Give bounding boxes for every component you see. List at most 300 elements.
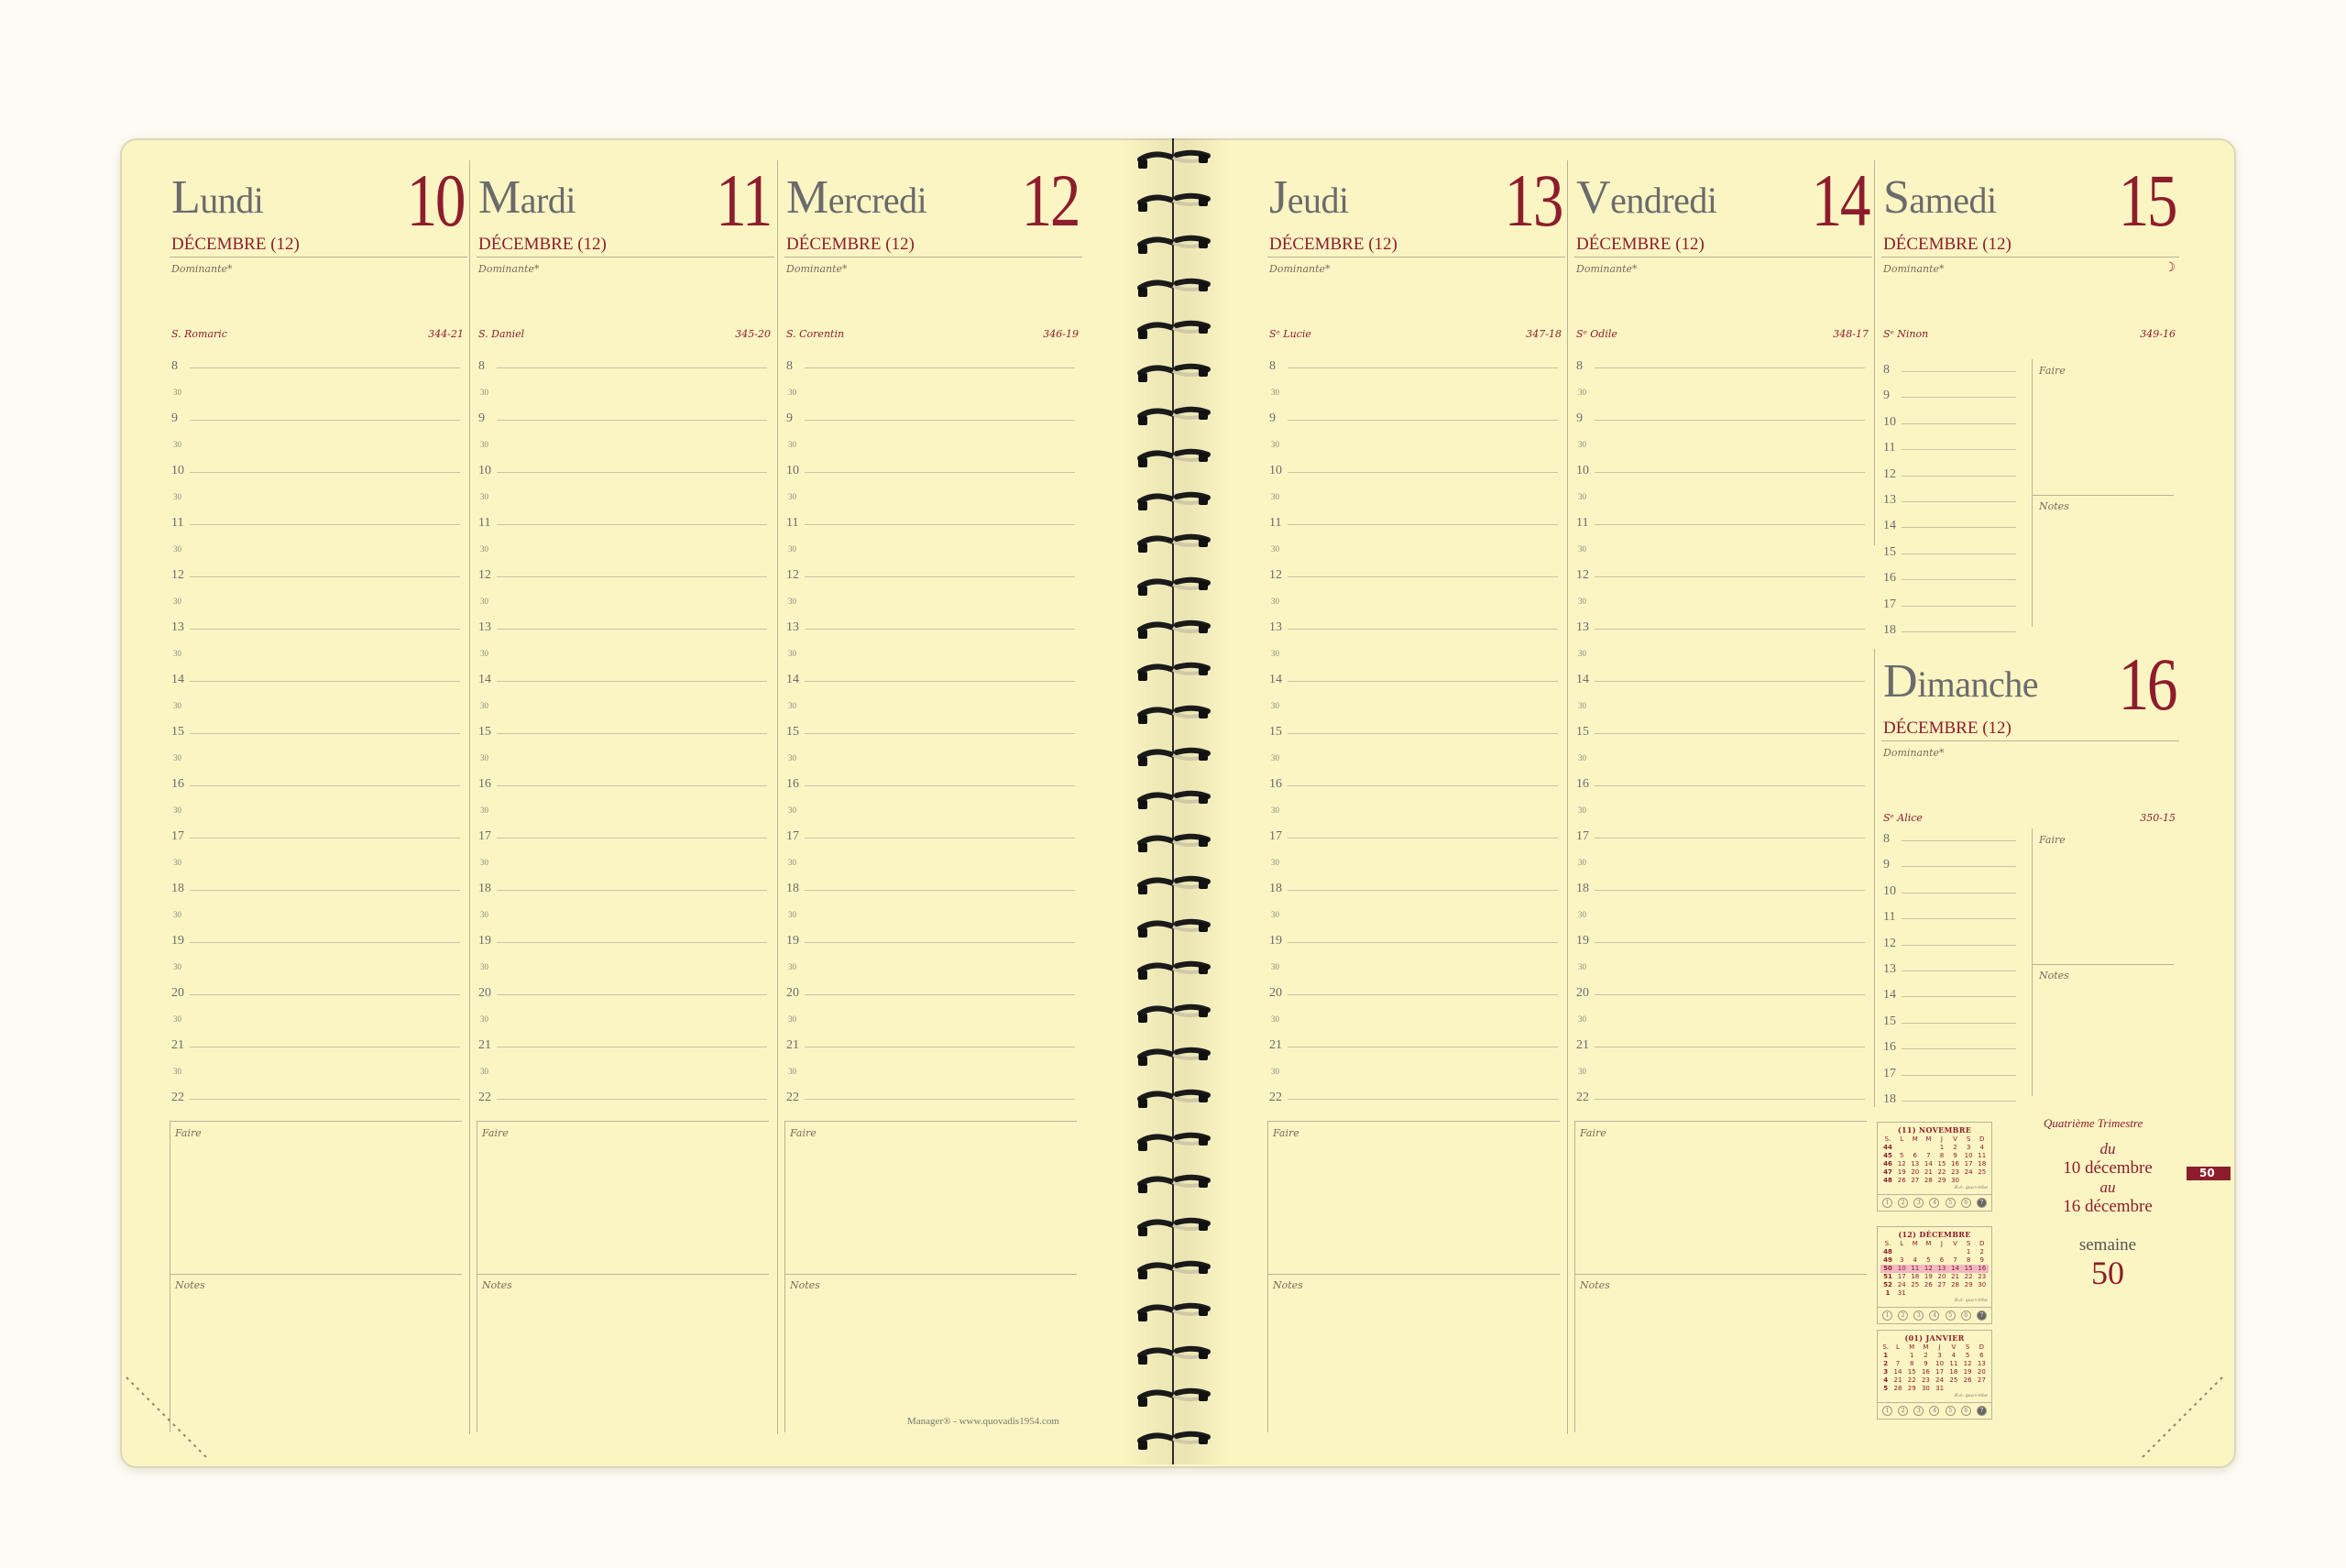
half-hour-slot[interactable]	[1267, 699, 1565, 718]
hour-slot[interactable]	[1881, 1092, 2023, 1111]
day-cell[interactable]: 23	[1921, 1376, 1930, 1384]
hour-slot[interactable]	[784, 829, 1082, 848]
day-circle-icon[interactable]: 2	[1898, 1406, 1908, 1416]
hour-slot[interactable]	[170, 620, 467, 639]
hour-slot[interactable]	[1574, 725, 1872, 743]
day-cell[interactable]: 3	[1937, 1352, 1942, 1359]
hour-slot[interactable]	[1881, 415, 2023, 433]
day-cell[interactable]	[1935, 1248, 1949, 1256]
hour-slot[interactable]	[1574, 1091, 1872, 1109]
hour-slot[interactable]	[784, 986, 1082, 1004]
hour-slot[interactable]	[1574, 673, 1872, 691]
day-circle-icon[interactable]: 1	[1882, 1198, 1892, 1208]
hour-slot[interactable]	[784, 1038, 1082, 1057]
day-circle-icon[interactable]: 3	[1913, 1310, 1924, 1321]
day-cell[interactable]: 7	[1953, 1256, 1957, 1264]
day-cell[interactable]	[1922, 1289, 1935, 1298]
day-cell[interactable]: 11	[1949, 1360, 1958, 1367]
day-cell[interactable]: 2	[1883, 1360, 1889, 1367]
day-cell[interactable]: 28	[1924, 1177, 1933, 1184]
day-cell[interactable]: 51	[1883, 1273, 1892, 1280]
hour-slot[interactable]	[170, 568, 467, 587]
day-cell[interactable]: 21	[1893, 1376, 1902, 1384]
day-cell[interactable]: 7	[1895, 1360, 1901, 1367]
day-cell[interactable]: 10	[1964, 1152, 1973, 1159]
hour-slot[interactable]	[1267, 934, 1565, 952]
day-circle-icon[interactable]: 2	[1898, 1198, 1908, 1208]
day-cell[interactable]	[1909, 1289, 1923, 1298]
half-hour-slot[interactable]	[477, 647, 774, 665]
half-hour-slot[interactable]	[477, 699, 774, 718]
hour-slot[interactable]	[170, 725, 467, 743]
half-hour-slot[interactable]	[477, 490, 774, 509]
day-cell[interactable]: 5	[1899, 1152, 1904, 1159]
day-cell[interactable]: 22	[1937, 1168, 1946, 1176]
half-hour-slot[interactable]	[477, 804, 774, 822]
day-cell[interactable]	[1895, 1248, 1909, 1256]
hour-slot[interactable]	[170, 359, 467, 378]
half-hour-slot[interactable]	[170, 908, 467, 927]
half-hour-slot[interactable]	[1574, 699, 1872, 718]
half-hour-slot[interactable]	[784, 856, 1082, 874]
hour-slot[interactable]	[1881, 519, 2023, 537]
day-cell[interactable]	[1975, 1385, 1989, 1393]
half-hour-slot[interactable]	[1267, 595, 1565, 613]
hour-slot[interactable]	[784, 359, 1082, 378]
hour-slot[interactable]	[477, 725, 774, 743]
half-hour-slot[interactable]	[477, 386, 774, 404]
half-hour-slot[interactable]	[477, 856, 774, 874]
half-hour-slot[interactable]	[1574, 1065, 1872, 1083]
day-cell[interactable]: 4	[1913, 1256, 1918, 1264]
day-cell[interactable]: 10	[1895, 1265, 1909, 1273]
hour-slot[interactable]	[1881, 389, 2023, 407]
day-cell[interactable]	[1909, 1144, 1923, 1152]
hour-slot[interactable]	[1574, 411, 1872, 430]
day-cell[interactable]: 23	[1978, 1273, 1987, 1280]
hour-slot[interactable]	[1881, 441, 2023, 459]
hour-slot[interactable]	[1881, 962, 2023, 981]
half-hour-slot[interactable]	[784, 438, 1082, 456]
half-hour-slot[interactable]	[170, 856, 467, 874]
half-hour-slot[interactable]	[784, 751, 1082, 770]
hour-slot[interactable]	[170, 777, 467, 795]
day-cell[interactable]: 47	[1883, 1168, 1892, 1176]
week-tab[interactable]: 50	[2187, 1167, 2231, 1180]
hour-slot[interactable]	[1574, 829, 1872, 848]
day-cell[interactable]: 1	[1909, 1352, 1914, 1359]
day-cell[interactable]: 29	[1907, 1385, 1916, 1392]
half-hour-slot[interactable]	[1574, 595, 1872, 613]
day-cell[interactable]: 21	[1951, 1273, 1959, 1280]
day-cell[interactable]: 24	[1964, 1168, 1973, 1176]
hour-slot[interactable]	[477, 359, 774, 378]
hour-slot[interactable]	[1881, 1067, 2023, 1085]
day-cell[interactable]: 19	[1897, 1168, 1906, 1176]
hour-slot[interactable]	[784, 516, 1082, 534]
day-cell[interactable]: 21	[1924, 1168, 1933, 1176]
day-circle-icon[interactable]: 2	[1898, 1310, 1908, 1321]
day-cell[interactable]: 1	[1885, 1289, 1891, 1297]
hour-slot[interactable]	[477, 1038, 774, 1057]
day-cell[interactable]: 3	[1966, 1144, 1971, 1151]
day-cell[interactable]: 16	[1921, 1368, 1930, 1376]
day-cell[interactable]: 18	[1949, 1368, 1958, 1376]
half-hour-slot[interactable]	[170, 543, 467, 561]
half-hour-slot[interactable]	[1574, 647, 1872, 665]
half-hour-slot[interactable]	[170, 438, 467, 456]
day-cell[interactable]	[1975, 1177, 1989, 1185]
hour-slot[interactable]	[170, 829, 467, 848]
day-cell[interactable]: 9	[1953, 1152, 1957, 1159]
hour-slot[interactable]	[1267, 1038, 1565, 1057]
day-cell[interactable]: 2	[1979, 1248, 1984, 1255]
hour-slot[interactable]	[170, 882, 467, 900]
hour-slot[interactable]	[1881, 937, 2023, 955]
half-hour-slot[interactable]	[784, 699, 1082, 718]
day-cell[interactable]	[1891, 1352, 1904, 1360]
hour-slot[interactable]	[1881, 1040, 2023, 1058]
hour-slot[interactable]	[477, 673, 774, 691]
hour-slot[interactable]	[1267, 1091, 1565, 1109]
half-hour-slot[interactable]	[477, 960, 774, 979]
day-cell[interactable]: 6	[1939, 1256, 1945, 1264]
half-hour-slot[interactable]	[170, 647, 467, 665]
half-hour-slot[interactable]	[1267, 908, 1565, 927]
hour-slot[interactable]	[477, 1091, 774, 1109]
hour-slot[interactable]	[784, 777, 1082, 795]
hour-slot[interactable]	[477, 516, 774, 534]
day-cell[interactable]: 3	[1899, 1256, 1904, 1264]
day-cell[interactable]: 10	[1935, 1360, 1945, 1367]
hour-slot[interactable]	[1574, 882, 1872, 900]
day-cell[interactable]	[1922, 1144, 1935, 1152]
half-hour-slot[interactable]	[477, 1065, 774, 1083]
day-cell[interactable]	[1962, 1177, 1976, 1185]
day-cell[interactable]: 29	[1964, 1281, 1973, 1288]
day-cell[interactable]: 28	[1951, 1281, 1959, 1288]
day-circle-icon[interactable]: 4	[1929, 1406, 1939, 1416]
day-cell[interactable]: 15	[1937, 1160, 1946, 1168]
day-cell[interactable]: 44	[1883, 1144, 1892, 1151]
day-cell[interactable]: 31	[1935, 1385, 1945, 1392]
hour-slot[interactable]	[1881, 1014, 2023, 1033]
half-hour-slot[interactable]	[1267, 960, 1565, 979]
day-cell[interactable]: 17	[1935, 1368, 1945, 1376]
hour-slot[interactable]	[784, 1091, 1082, 1109]
half-hour-slot[interactable]	[477, 543, 774, 561]
half-hour-slot[interactable]	[1574, 751, 1872, 770]
day-circle-icon[interactable]: 5	[1946, 1310, 1956, 1321]
half-hour-slot[interactable]	[1267, 856, 1565, 874]
half-hour-slot[interactable]	[784, 595, 1082, 613]
half-hour-slot[interactable]	[1267, 490, 1565, 509]
hour-slot[interactable]	[477, 829, 774, 848]
half-hour-slot[interactable]	[784, 804, 1082, 822]
day-cell[interactable]: 14	[1948, 1265, 1962, 1273]
day-cell[interactable]: 16	[1951, 1160, 1959, 1168]
day-cell[interactable]: 11	[1978, 1152, 1987, 1159]
day-cell[interactable]: 13	[1935, 1265, 1949, 1273]
half-hour-slot[interactable]	[1267, 1013, 1565, 1031]
hour-slot[interactable]	[1574, 620, 1872, 639]
day-cell[interactable]	[1909, 1248, 1923, 1256]
hour-slot[interactable]	[170, 464, 467, 482]
half-hour-slot[interactable]	[1267, 438, 1565, 456]
half-hour-slot[interactable]	[477, 438, 774, 456]
day-cell[interactable]: 22	[1907, 1376, 1916, 1384]
day-cell[interactable]: 7	[1926, 1152, 1931, 1159]
half-hour-slot[interactable]	[784, 1013, 1082, 1031]
day-circle-icon[interactable]: 6	[1961, 1198, 1971, 1208]
half-hour-slot[interactable]	[1574, 856, 1872, 874]
day-cell[interactable]: 8	[1939, 1152, 1945, 1159]
hour-slot[interactable]	[1881, 363, 2023, 381]
half-hour-slot[interactable]	[170, 1013, 467, 1031]
day-cell[interactable]: 48	[1883, 1177, 1892, 1184]
hour-slot[interactable]	[1881, 858, 2023, 876]
hour-slot[interactable]	[170, 934, 467, 952]
hour-slot[interactable]	[1267, 516, 1565, 534]
half-hour-slot[interactable]	[1574, 908, 1872, 927]
day-cell[interactable]: 13	[1911, 1160, 1920, 1168]
day-cell[interactable]: 14	[1893, 1368, 1902, 1376]
hour-slot[interactable]	[1267, 568, 1565, 587]
day-cell[interactable]: 1	[1883, 1352, 1889, 1359]
hour-slot[interactable]	[1574, 568, 1872, 587]
day-cell[interactable]	[1948, 1289, 1962, 1298]
day-cell[interactable]	[1895, 1144, 1909, 1152]
hour-slot[interactable]	[477, 464, 774, 482]
half-hour-slot[interactable]	[170, 1065, 467, 1083]
hour-slot[interactable]	[1881, 545, 2023, 564]
day-cell[interactable]: 30	[1978, 1281, 1987, 1288]
half-hour-slot[interactable]	[1574, 543, 1872, 561]
day-cell[interactable]: 20	[1977, 1368, 1986, 1376]
day-cell[interactable]: 12	[1897, 1160, 1906, 1168]
half-hour-slot[interactable]	[170, 699, 467, 718]
hour-slot[interactable]	[1881, 598, 2023, 616]
hour-slot[interactable]	[477, 620, 774, 639]
hour-slot[interactable]	[784, 620, 1082, 639]
day-cell[interactable]: 50	[1880, 1265, 1895, 1273]
half-hour-slot[interactable]	[477, 908, 774, 927]
day-circle-icon[interactable]: 5	[1946, 1406, 1956, 1416]
day-cell[interactable]: 17	[1897, 1273, 1906, 1280]
day-cell[interactable]: 4	[1951, 1352, 1957, 1359]
hour-slot[interactable]	[1574, 986, 1872, 1004]
hour-slot[interactable]	[784, 568, 1082, 587]
day-cell[interactable]: 26	[1963, 1376, 1972, 1384]
half-hour-slot[interactable]	[1267, 647, 1565, 665]
day-cell[interactable]: 5	[1926, 1256, 1931, 1264]
day-cell[interactable]: 11	[1909, 1265, 1923, 1273]
hour-slot[interactable]	[1574, 359, 1872, 378]
day-circle-icon[interactable]: 6	[1961, 1406, 1971, 1416]
day-cell[interactable]: 6	[1979, 1352, 1984, 1359]
day-cell[interactable]: 18	[1978, 1160, 1987, 1168]
hour-slot[interactable]	[1574, 934, 1872, 952]
day-cell[interactable]: 45	[1883, 1152, 1892, 1159]
day-cell[interactable]: 5	[1965, 1352, 1970, 1359]
day-cell[interactable]: 1	[1966, 1248, 1971, 1255]
hour-slot[interactable]	[1881, 910, 2023, 928]
day-circle-icon[interactable]: 7	[1977, 1198, 1987, 1208]
hour-slot[interactable]	[784, 725, 1082, 743]
hour-slot[interactable]	[1267, 411, 1565, 430]
hour-slot[interactable]	[477, 777, 774, 795]
half-hour-slot[interactable]	[170, 386, 467, 404]
half-hour-slot[interactable]	[784, 908, 1082, 927]
half-hour-slot[interactable]	[784, 1065, 1082, 1083]
hour-slot[interactable]	[1881, 493, 2023, 511]
hour-slot[interactable]	[784, 882, 1082, 900]
day-cell[interactable]: 28	[1893, 1385, 1902, 1392]
hour-slot[interactable]	[784, 934, 1082, 952]
day-circle-icon[interactable]: 5	[1946, 1198, 1956, 1208]
hour-slot[interactable]	[170, 411, 467, 430]
hour-slot[interactable]	[1267, 986, 1565, 1004]
hour-slot[interactable]	[784, 464, 1082, 482]
half-hour-slot[interactable]	[784, 647, 1082, 665]
hour-slot[interactable]	[477, 986, 774, 1004]
day-cell[interactable]: 2	[1924, 1352, 1928, 1359]
day-cell[interactable]	[1960, 1385, 1974, 1393]
day-circle-icon[interactable]: 3	[1913, 1406, 1924, 1416]
half-hour-slot[interactable]	[1574, 438, 1872, 456]
day-cell[interactable]: 2	[1953, 1144, 1957, 1151]
hour-slot[interactable]	[1881, 571, 2023, 589]
hour-slot[interactable]	[477, 882, 774, 900]
half-hour-slot[interactable]	[784, 490, 1082, 509]
half-hour-slot[interactable]	[1574, 386, 1872, 404]
day-cell[interactable]: 23	[1951, 1168, 1959, 1176]
hour-slot[interactable]	[1267, 829, 1565, 848]
hour-slot[interactable]	[170, 986, 467, 1004]
half-hour-slot[interactable]	[477, 751, 774, 770]
day-circle-icon[interactable]: 1	[1882, 1310, 1892, 1321]
day-cell[interactable]: 1	[1939, 1144, 1945, 1151]
day-cell[interactable]: 18	[1911, 1273, 1920, 1280]
day-cell[interactable]: 17	[1964, 1160, 1973, 1168]
day-cell[interactable]: 8	[1909, 1360, 1914, 1367]
day-cell[interactable]: 19	[1924, 1273, 1933, 1280]
hour-slot[interactable]	[477, 411, 774, 430]
day-cell[interactable]: 24	[1935, 1376, 1945, 1384]
half-hour-slot[interactable]	[1267, 543, 1565, 561]
day-cell[interactable]: 4	[1979, 1144, 1984, 1151]
hour-slot[interactable]	[1267, 882, 1565, 900]
day-cell[interactable]	[1975, 1289, 1989, 1298]
day-circle-icon[interactable]: 7	[1977, 1406, 1987, 1416]
day-cell[interactable]: 13	[1977, 1360, 1986, 1367]
hour-slot[interactable]	[1881, 988, 2023, 1006]
day-cell[interactable]: 26	[1897, 1177, 1906, 1184]
half-hour-slot[interactable]	[1574, 804, 1872, 822]
day-cell[interactable]: 9	[1924, 1360, 1928, 1367]
day-circle-icon[interactable]: 4	[1929, 1198, 1939, 1208]
half-hour-slot[interactable]	[784, 960, 1082, 979]
day-cell[interactable]: 25	[1978, 1168, 1987, 1176]
day-cell[interactable]: 27	[1911, 1177, 1920, 1184]
day-cell[interactable]: 8	[1966, 1256, 1971, 1264]
hour-slot[interactable]	[1574, 777, 1872, 795]
half-hour-slot[interactable]	[1267, 804, 1565, 822]
day-cell[interactable]: 52	[1883, 1281, 1892, 1288]
day-cell[interactable]	[1948, 1248, 1962, 1256]
day-cell[interactable]: 22	[1964, 1273, 1973, 1280]
day-cell[interactable]: 16	[1975, 1265, 1989, 1273]
hour-slot[interactable]	[784, 673, 1082, 691]
day-cell[interactable]: 25	[1949, 1376, 1958, 1384]
hour-slot[interactable]	[1267, 725, 1565, 743]
half-hour-slot[interactable]	[170, 490, 467, 509]
day-cell[interactable]	[1922, 1248, 1935, 1256]
day-cell[interactable]: 4	[1883, 1376, 1889, 1384]
half-hour-slot[interactable]	[170, 960, 467, 979]
half-hour-slot[interactable]	[170, 751, 467, 770]
half-hour-slot[interactable]	[477, 595, 774, 613]
day-cell[interactable]: 30	[1921, 1385, 1930, 1392]
day-cell[interactable]: 12	[1963, 1360, 1972, 1367]
day-cell[interactable]: 30	[1951, 1177, 1959, 1184]
half-hour-slot[interactable]	[1574, 490, 1872, 509]
day-cell[interactable]: 24	[1897, 1281, 1906, 1288]
day-cell[interactable]: 15	[1962, 1265, 1976, 1273]
hour-slot[interactable]	[1881, 832, 2023, 850]
hour-slot[interactable]	[784, 411, 1082, 430]
day-cell[interactable]: 31	[1897, 1289, 1906, 1297]
day-cell[interactable]: 20	[1911, 1168, 1920, 1176]
day-circle-icon[interactable]: 7	[1977, 1310, 1987, 1321]
hour-slot[interactable]	[477, 568, 774, 587]
day-circle-icon[interactable]: 3	[1913, 1198, 1924, 1208]
day-cell[interactable]: 14	[1924, 1160, 1933, 1168]
hour-slot[interactable]	[1267, 464, 1565, 482]
day-cell[interactable]	[1935, 1289, 1949, 1298]
day-cell[interactable]	[1962, 1289, 1976, 1298]
half-hour-slot[interactable]	[784, 386, 1082, 404]
hour-slot[interactable]	[1574, 1038, 1872, 1057]
hour-slot[interactable]	[170, 516, 467, 534]
day-cell[interactable]: 3	[1883, 1368, 1889, 1376]
hour-slot[interactable]	[1881, 884, 2023, 903]
day-cell[interactable]: 29	[1937, 1177, 1946, 1184]
half-hour-slot[interactable]	[170, 595, 467, 613]
day-circle-icon[interactable]: 4	[1929, 1310, 1939, 1321]
hour-slot[interactable]	[1267, 673, 1565, 691]
hour-slot[interactable]	[1574, 464, 1872, 482]
day-cell[interactable]: 9	[1979, 1256, 1984, 1264]
hour-slot[interactable]	[1267, 777, 1565, 795]
hour-slot[interactable]	[1574, 516, 1872, 534]
day-cell[interactable]: 49	[1883, 1256, 1892, 1264]
half-hour-slot[interactable]	[170, 804, 467, 822]
hour-slot[interactable]	[477, 934, 774, 952]
hour-slot[interactable]	[1881, 467, 2023, 486]
half-hour-slot[interactable]	[1574, 960, 1872, 979]
day-cell[interactable]: 20	[1937, 1273, 1946, 1280]
day-cell[interactable]: 5	[1883, 1385, 1889, 1392]
day-cell[interactable]	[1946, 1385, 1960, 1393]
day-cell[interactable]: 27	[1937, 1281, 1946, 1288]
half-hour-slot[interactable]	[477, 1013, 774, 1031]
day-cell[interactable]: 19	[1963, 1368, 1972, 1376]
half-hour-slot[interactable]	[1267, 751, 1565, 770]
day-cell[interactable]: 15	[1907, 1368, 1916, 1376]
hour-slot[interactable]	[1267, 620, 1565, 639]
half-hour-slot[interactable]	[784, 543, 1082, 561]
